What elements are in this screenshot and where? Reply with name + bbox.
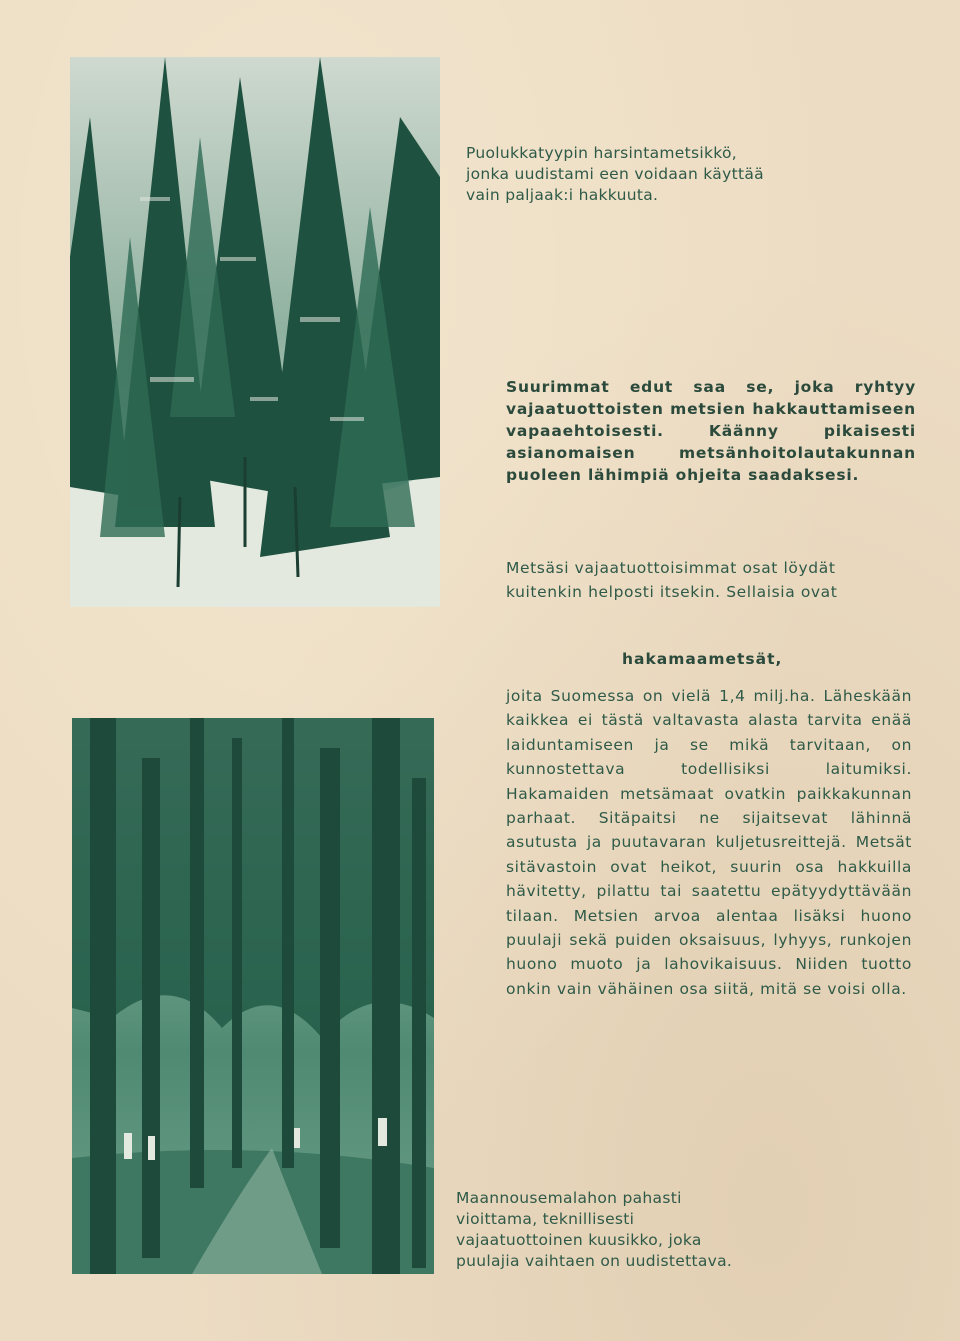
winter-forest-photo <box>70 57 440 607</box>
spruce-grove-photo <box>72 718 434 1274</box>
tall-spruce-grove-image <box>72 718 434 1274</box>
winter-spruce-forest-image <box>70 57 440 607</box>
lead-paragraph: Suurimmat edut saa se, joka ryhtyy vajaatuottoisten metsien hakkauttamiseen vapaaehtoisesti. Käänny pikaisesti asianomaisen metsänhoitolautakunnan puoleen lähimpiä ohjeita saadaksesi. <box>506 378 916 484</box>
bottom-photo-caption: Maannousemalahon pahasti vioittama, teknillisesti vajaatuottoinen kuusikko, joka puulajia vaihtaen on uudistettava. <box>456 1189 733 1270</box>
section-subheading: hakamaametsät, <box>622 650 783 668</box>
intro-paragraph: Metsäsi vajaatuottoisimmat osat löydät kuitenkin helposti itsekin. Sellaisia ovat <box>506 559 838 601</box>
body-paragraph: joita Suomessa on vielä 1,4 milj.ha. Läheskään kaikkea ei tästä valtavasta alasta tarvita enää laiduntamiseen ja se mikä tarvitaan, on kunnostettava todellisiksi laitumiksi. Hakamaiden metsämaat ovatkin paikkakunnan parhaat. Sitäpaitsi ne sijaitsevat lähinnä asutusta ja puutavaran kuljetusreittejä. Metsät sitävastoin ovat heikot, suurin osa hakkuilla hävitetty, pilattu tai saatettu epätyydyttävään tilaan. Metsien arvoa alentaa lisäksi huono puulaji sekä puiden oksaisuus, lyhyys, runkojen huono muoto ja lahovikaisuus. Niiden tuotto onkin vain vähäinen osa siitä, mitä se voisi olla. <box>506 687 912 998</box>
top-photo-caption: Puolukkatyypin harsintametsikkö, jonka uudistami een voidaan käyttää vain paljaak:i hakkuuta. <box>466 144 764 204</box>
